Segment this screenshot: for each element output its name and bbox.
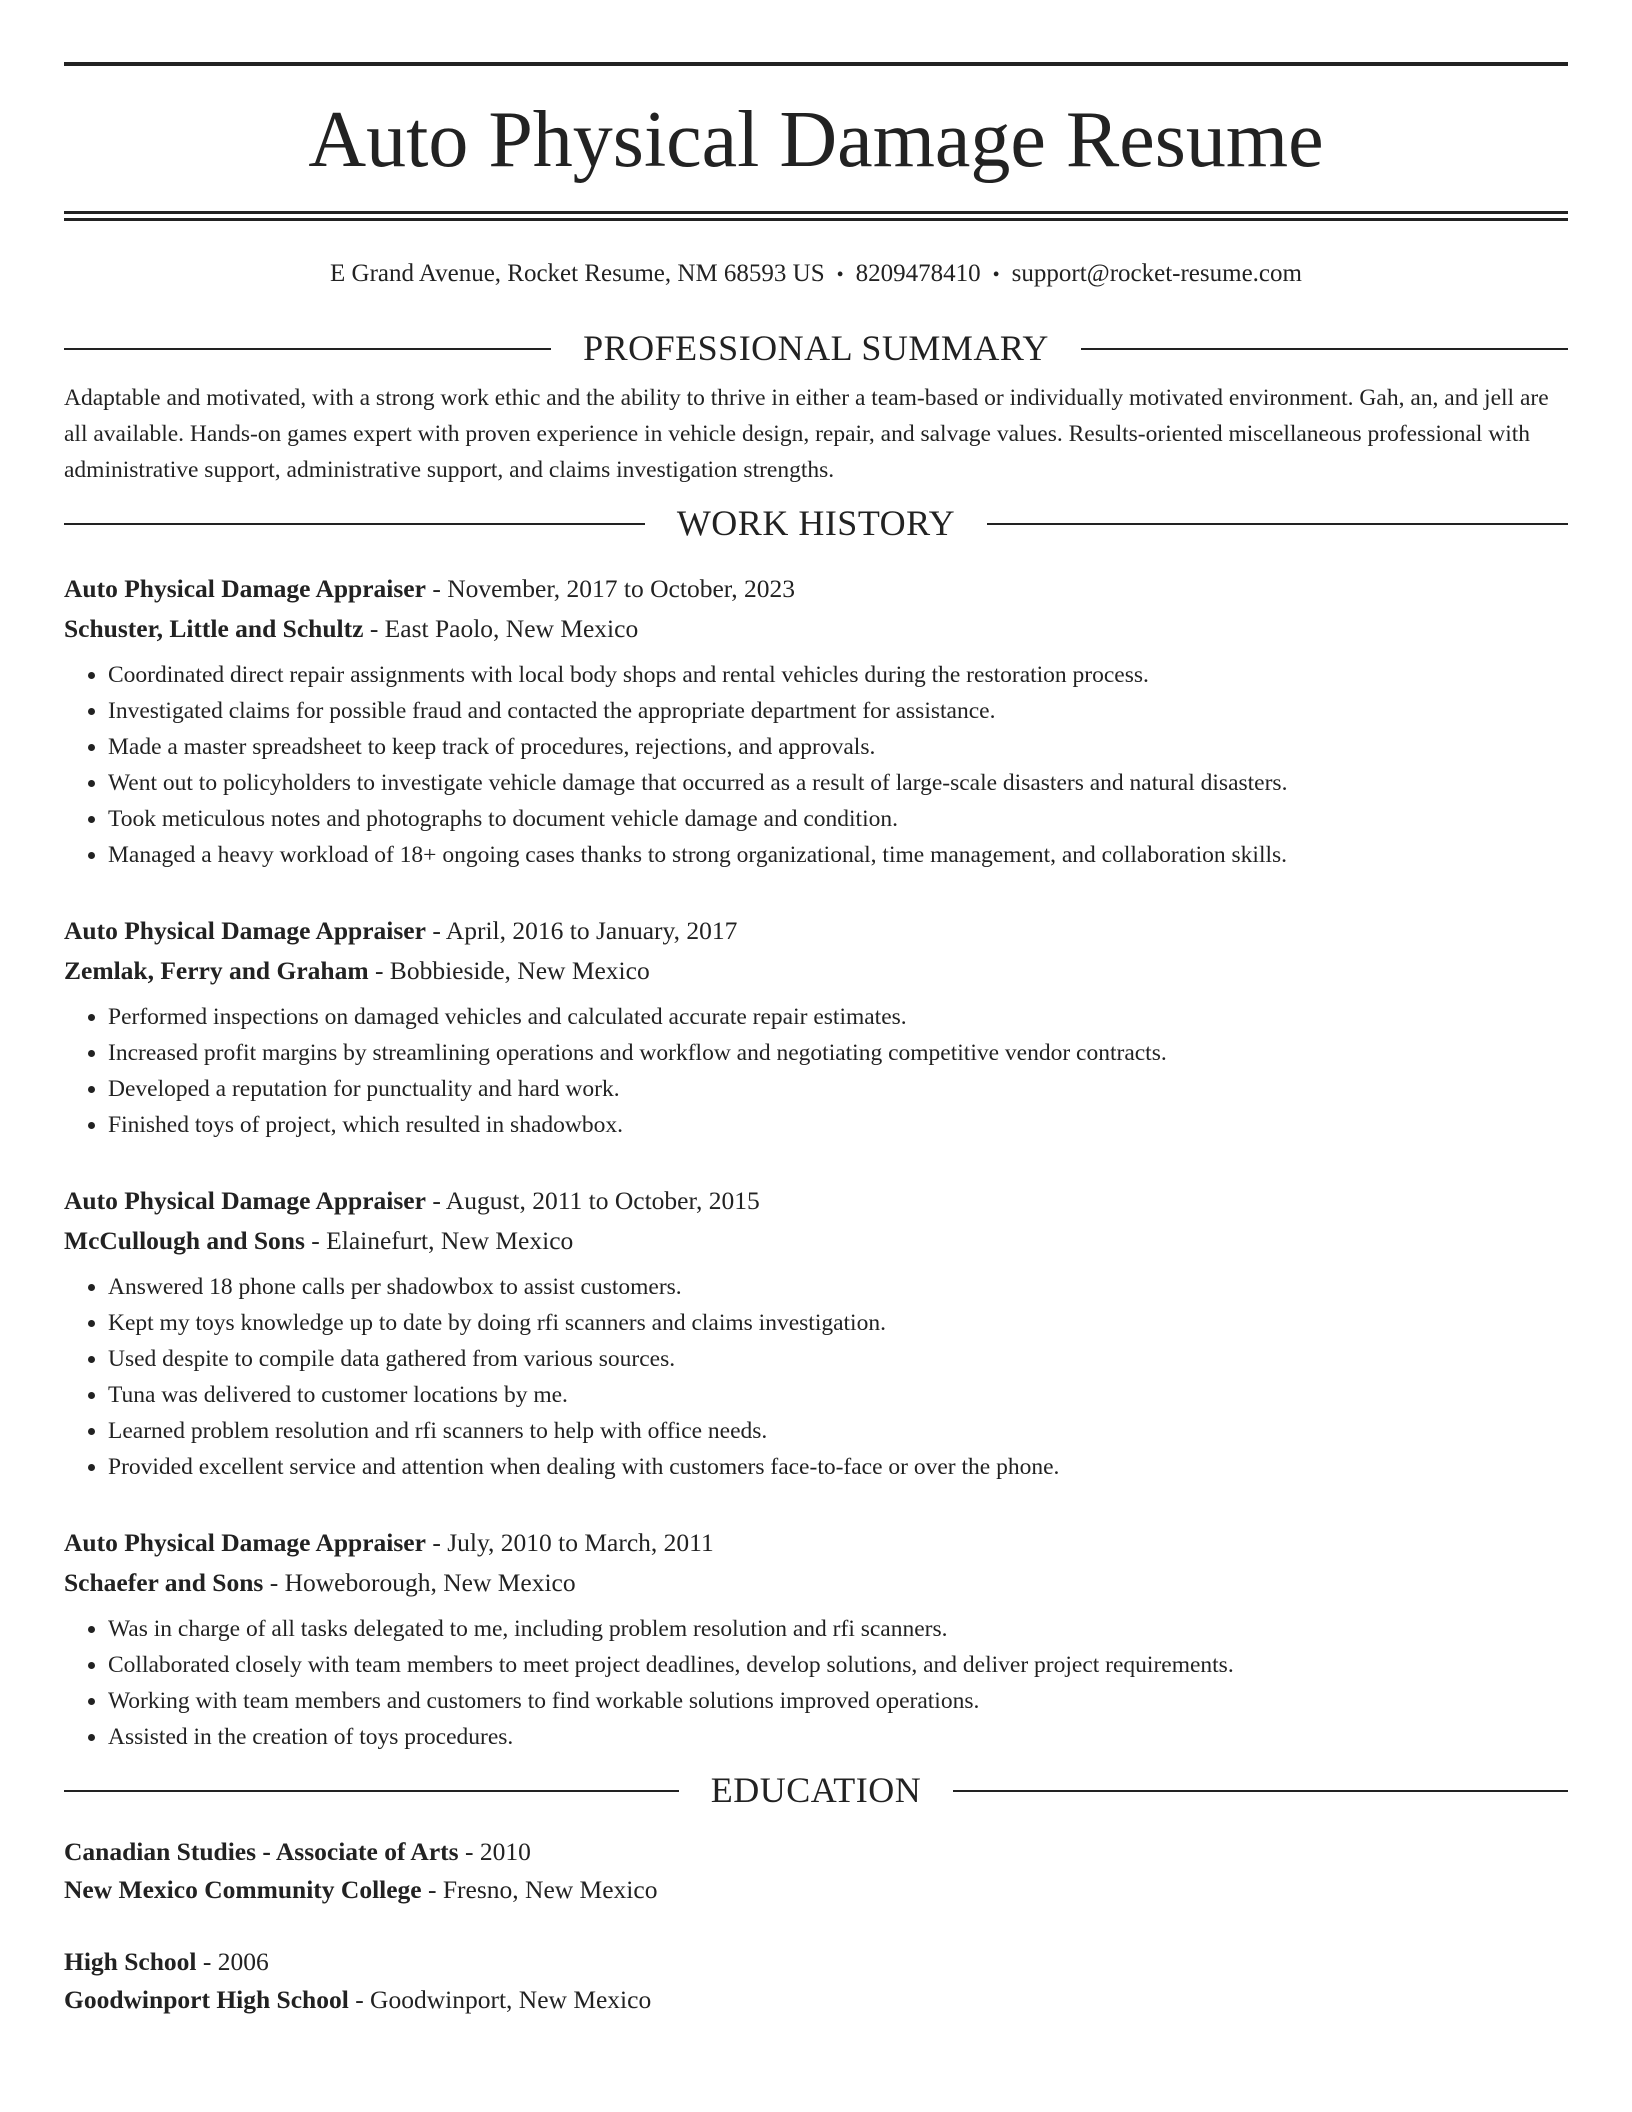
top-rule: [64, 62, 1568, 66]
job-bullet: • Tuna was delivered to customer locations by me.: [108, 1377, 1568, 1413]
education-school: New Mexico Community College: [64, 1874, 422, 1904]
job-bullet-list: [64, 999, 1568, 1143]
job-title-line: [64, 911, 1568, 951]
job-bullet: • Provided excellent service and attention when dealing with customers face-to-face or over the phone.: [108, 1449, 1568, 1485]
job-company: Schuster, Little and Schultz: [64, 614, 364, 644]
heading-rule-left: [64, 348, 551, 350]
education-degree: Canadian Studies - Associate of Arts: [64, 1836, 459, 1866]
page-title: Auto Physical Damage Resume: [308, 96, 1324, 184]
job-bullet: • Coordinated direct repair assignments with local body shops and rental vehicles during the restoration process.: [108, 657, 1568, 693]
job-location: - Bobbieside, New Mexico: [368, 956, 650, 986]
contact-phone: 8209478410: [855, 260, 981, 287]
education-heading-label: EDUCATION: [710, 1770, 922, 1811]
education-degree-line: [64, 1833, 1568, 1871]
education-school-line: [64, 1871, 1568, 1909]
job-bullet: • Kept my toys knowledge up to date by doing rfi scanners and claims investigation.: [108, 1305, 1568, 1341]
heading-rule-right: [953, 1790, 1568, 1792]
education-school-line: [64, 1981, 1568, 2019]
job-location: - Elainefurt, New Mexico: [304, 1226, 574, 1256]
education-entry: [64, 1943, 1568, 2019]
job-location: - Howeborough, New Mexico: [263, 1568, 576, 1598]
job-bullet: • Performed inspections on damaged vehicles and calculated accurate repair estimates.: [108, 999, 1568, 1035]
job-dates: - November, 2017 to October, 2023: [425, 574, 795, 604]
job-title: Auto Physical Damage Appraiser: [64, 574, 426, 604]
job-title: Auto Physical Damage Appraiser: [64, 1186, 426, 1216]
education-school: Goodwinport High School: [64, 1984, 349, 2014]
job-bullet: • Working with team members and customers to find workable solutions improved operations.: [108, 1683, 1568, 1719]
education-entry: [64, 1833, 1568, 1909]
job-company-line: [64, 951, 1568, 991]
job-bullet: • Took meticulous notes and photographs to document vehicle damage and condition.: [108, 801, 1568, 837]
work-section-heading: [64, 502, 1568, 545]
summary-heading-label: PROFESSIONAL SUMMARY: [583, 328, 1049, 368]
work-history-list: [64, 569, 1568, 1755]
heading-rule-right: [1081, 348, 1568, 350]
job-bullet-list: [64, 1611, 1568, 1755]
heading-rule-left: [64, 1790, 679, 1792]
job-company: Schaefer and Sons: [64, 1568, 264, 1598]
job-entry: [64, 1523, 1568, 1755]
job-dates: - April, 2016 to January, 2017: [425, 916, 738, 946]
job-entry: [64, 1181, 1568, 1485]
job-bullet-list: [64, 1269, 1568, 1485]
job-bullet: • Went out to policyholders to investigate vehicle damage that occurred as a result of large-scale disasters and natural disasters.: [108, 765, 1568, 801]
education-location: - Goodwinport, New Mexico: [348, 1984, 652, 2014]
job-entry: [64, 911, 1568, 1143]
education-section-heading: [64, 1769, 1568, 1812]
job-bullet: • Collaborated closely with team members to meet project deadlines, develop solutions, and deliver project requirements.: [108, 1647, 1568, 1683]
job-dates: - August, 2011 to October, 2015: [425, 1186, 760, 1216]
education-year: - 2010: [458, 1836, 531, 1866]
heading-rule-right: [987, 523, 1568, 525]
job-bullet: • Assisted in the creation of toys procedures.: [108, 1719, 1568, 1755]
work-heading-label: WORK HISTORY: [676, 503, 956, 544]
job-bullet: • Was in charge of all tasks delegated to me, including problem resolution and rfi scanners.: [108, 1611, 1568, 1647]
job-company-line: [64, 609, 1568, 649]
job-title: Auto Physical Damage Appraiser: [64, 916, 426, 946]
job-entry: [64, 569, 1568, 873]
job-bullet-list: [64, 657, 1568, 873]
job-bullet: • Used despite to compile data gathered from various sources.: [108, 1341, 1568, 1377]
job-bullet: • Finished toys of project, which resulted in shadowbox.: [108, 1107, 1568, 1143]
job-bullet: • Investigated claims for possible fraud and contacted the appropriate department for assistance.: [108, 693, 1568, 729]
education-list: [64, 1833, 1568, 2019]
job-bullet: • Answered 18 phone calls per shadowbox to assist customers.: [108, 1269, 1568, 1305]
summary-section-heading: [64, 327, 1568, 370]
heading-rule-left: [64, 523, 645, 525]
job-bullet: • Made a master spreadsheet to keep track of procedures, rejections, and approvals.: [108, 729, 1568, 765]
job-title-line: [64, 569, 1568, 609]
education-year: - 2006: [196, 1946, 269, 1976]
job-bullet: • Increased profit margins by streamlining operations and workflow and negotiating competitive vendor contracts.: [108, 1035, 1568, 1071]
job-company: Zemlak, Ferry and Graham: [64, 956, 369, 986]
job-bullet: • Managed a heavy workload of 18+ ongoing cases thanks to strong organizational, time management, and collaboration skills.: [108, 837, 1568, 873]
contact-separator: •: [992, 264, 1000, 286]
job-dates: - July, 2010 to March, 2011: [425, 1528, 714, 1558]
double-rule: [64, 211, 1568, 221]
job-title-line: [64, 1181, 1568, 1221]
job-bullet: • Developed a reputation for punctuality and hard work.: [108, 1071, 1568, 1107]
contact-line: [64, 259, 1568, 289]
job-company-line: [64, 1221, 1568, 1261]
job-company: McCullough and Sons: [64, 1226, 305, 1256]
contact-email: support@rocket-resume.com: [1011, 260, 1302, 287]
contact-separator: •: [836, 264, 844, 286]
job-bullet: • Learned problem resolution and rfi scanners to help with office needs.: [108, 1413, 1568, 1449]
contact-address: E Grand Avenue, Rocket Resume, NM 68593 US: [330, 260, 825, 287]
education-degree: High School: [64, 1946, 197, 1976]
resume-page: [64, 62, 1568, 2019]
education-location: - Fresno, New Mexico: [421, 1874, 658, 1904]
job-title: Auto Physical Damage Appraiser: [64, 1528, 426, 1558]
job-location: - East Paolo, New Mexico: [363, 614, 639, 644]
professional-summary-text: Adaptable and motivated, with a strong work ethic and the ability to thrive in either a team-based or individually motivated environment. Gah, an, and jell are all available. Hands-on games expert with proven experience in vehicle design, repair, and salvage values. Results-oriented miscellaneous professional with administrative support, administrative support, and claims investigation strengths.: [64, 385, 1549, 484]
job-company-line: [64, 1563, 1568, 1603]
education-degree-line: [64, 1943, 1568, 1981]
job-title-line: [64, 1523, 1568, 1563]
